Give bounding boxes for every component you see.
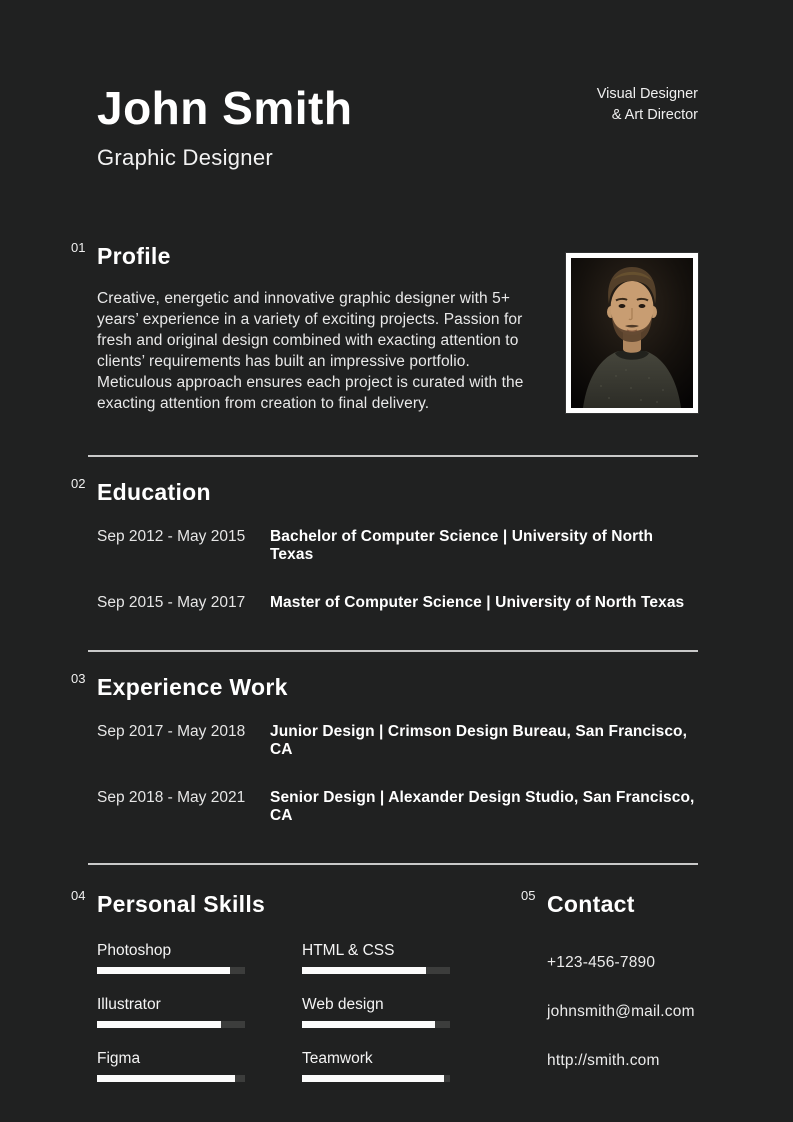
skill-label: Teamwork bbox=[302, 1050, 373, 1068]
header bbox=[97, 0, 698, 171]
profile-body bbox=[97, 288, 698, 414]
skill-bar-fill bbox=[302, 967, 426, 974]
contact-email: johnsmith@mail.com bbox=[547, 1003, 695, 1021]
education-heading bbox=[71, 476, 211, 506]
experience-heading bbox=[71, 671, 288, 701]
tagline bbox=[597, 84, 698, 126]
education-row bbox=[97, 594, 698, 612]
skill-bar bbox=[302, 967, 450, 974]
section-title: Education bbox=[97, 479, 211, 506]
bottom-columns bbox=[71, 888, 698, 1082]
skill-item bbox=[97, 996, 245, 1028]
experience-dates: Sep 2017 - May 2018 bbox=[97, 723, 246, 741]
skill-bar-fill bbox=[302, 1075, 444, 1082]
section-contact bbox=[521, 888, 698, 1082]
skill-item bbox=[302, 996, 450, 1028]
skill-bar-fill bbox=[97, 967, 230, 974]
contact-heading bbox=[521, 888, 635, 918]
profile-photo bbox=[566, 253, 698, 413]
section-number: 02 bbox=[71, 476, 86, 492]
skill-bar-fill bbox=[302, 1021, 435, 1028]
divider bbox=[88, 863, 698, 865]
experience-row bbox=[97, 789, 698, 825]
section-experience bbox=[71, 671, 698, 825]
section-title: Profile bbox=[97, 243, 171, 270]
section-skills bbox=[71, 888, 547, 1082]
education-row bbox=[97, 528, 698, 564]
person-name: John Smith bbox=[97, 82, 353, 134]
tagline-line-1: Visual Designer bbox=[596, 86, 698, 102]
section-profile bbox=[71, 240, 698, 414]
skill-label: Web design bbox=[302, 996, 384, 1014]
skill-item bbox=[97, 942, 245, 974]
skill-bar bbox=[97, 1075, 245, 1082]
skills-grid bbox=[97, 942, 547, 1082]
skill-bar-fill bbox=[97, 1075, 235, 1082]
section-education bbox=[71, 476, 698, 612]
tagline-line-2: & Art Director bbox=[611, 107, 698, 123]
section-number: 03 bbox=[71, 671, 86, 687]
education-dates: Sep 2012 - May 2015 bbox=[97, 528, 246, 546]
skill-bar bbox=[302, 1075, 450, 1082]
section-number: 05 bbox=[521, 888, 536, 904]
skills-heading bbox=[71, 888, 266, 918]
contact-list bbox=[547, 954, 698, 1070]
experience-row bbox=[97, 723, 698, 759]
portrait-illustration bbox=[571, 258, 693, 408]
section-title: Experience Work bbox=[97, 674, 288, 701]
divider bbox=[88, 650, 698, 652]
education-rows bbox=[97, 528, 698, 612]
experience-description: Senior Design | Alexander Design Studio, San Francisco, CA bbox=[270, 789, 695, 825]
skill-bar bbox=[302, 1021, 450, 1028]
profile-text: Creative, energetic and innovative graphic designer with 5+ years’ experience in a variety of exciting projects. Passion for fresh and original design combined with exacting attention to clients’ requirements has built an impressive portfolio. Meticulous approach ensures each project is curated with the exacting attention from creation to final delivery. bbox=[97, 290, 524, 413]
skill-label: Figma bbox=[97, 1050, 141, 1068]
section-title: Contact bbox=[547, 891, 635, 918]
divider bbox=[88, 455, 698, 457]
skill-bar bbox=[97, 1021, 245, 1028]
section-number: 01 bbox=[71, 240, 86, 256]
skill-label: Illustrator bbox=[97, 996, 161, 1014]
contact-phone: +123-456-7890 bbox=[547, 954, 656, 972]
skill-item bbox=[97, 1050, 245, 1082]
person-role: Graphic Designer bbox=[97, 145, 273, 171]
education-dates: Sep 2015 - May 2017 bbox=[97, 594, 246, 612]
experience-dates: Sep 2018 - May 2021 bbox=[97, 789, 246, 807]
profile-heading bbox=[71, 240, 171, 270]
skill-bar bbox=[97, 967, 245, 974]
education-description: Bachelor of Computer Science | University of North Texas bbox=[270, 528, 654, 564]
skill-item bbox=[302, 942, 450, 974]
skill-label: Photoshop bbox=[97, 942, 172, 960]
skill-bar-fill bbox=[97, 1021, 221, 1028]
section-number: 04 bbox=[71, 888, 86, 904]
skill-item bbox=[302, 1050, 450, 1082]
experience-description: Junior Design | Crimson Design Bureau, San Francisco, CA bbox=[270, 723, 688, 759]
education-description: Master of Computer Science | University of North Texas bbox=[270, 594, 685, 612]
section-title: Personal Skills bbox=[97, 891, 266, 918]
experience-rows bbox=[97, 723, 698, 825]
contact-website: http://smith.com bbox=[547, 1052, 660, 1070]
skill-label: HTML & CSS bbox=[302, 942, 395, 960]
